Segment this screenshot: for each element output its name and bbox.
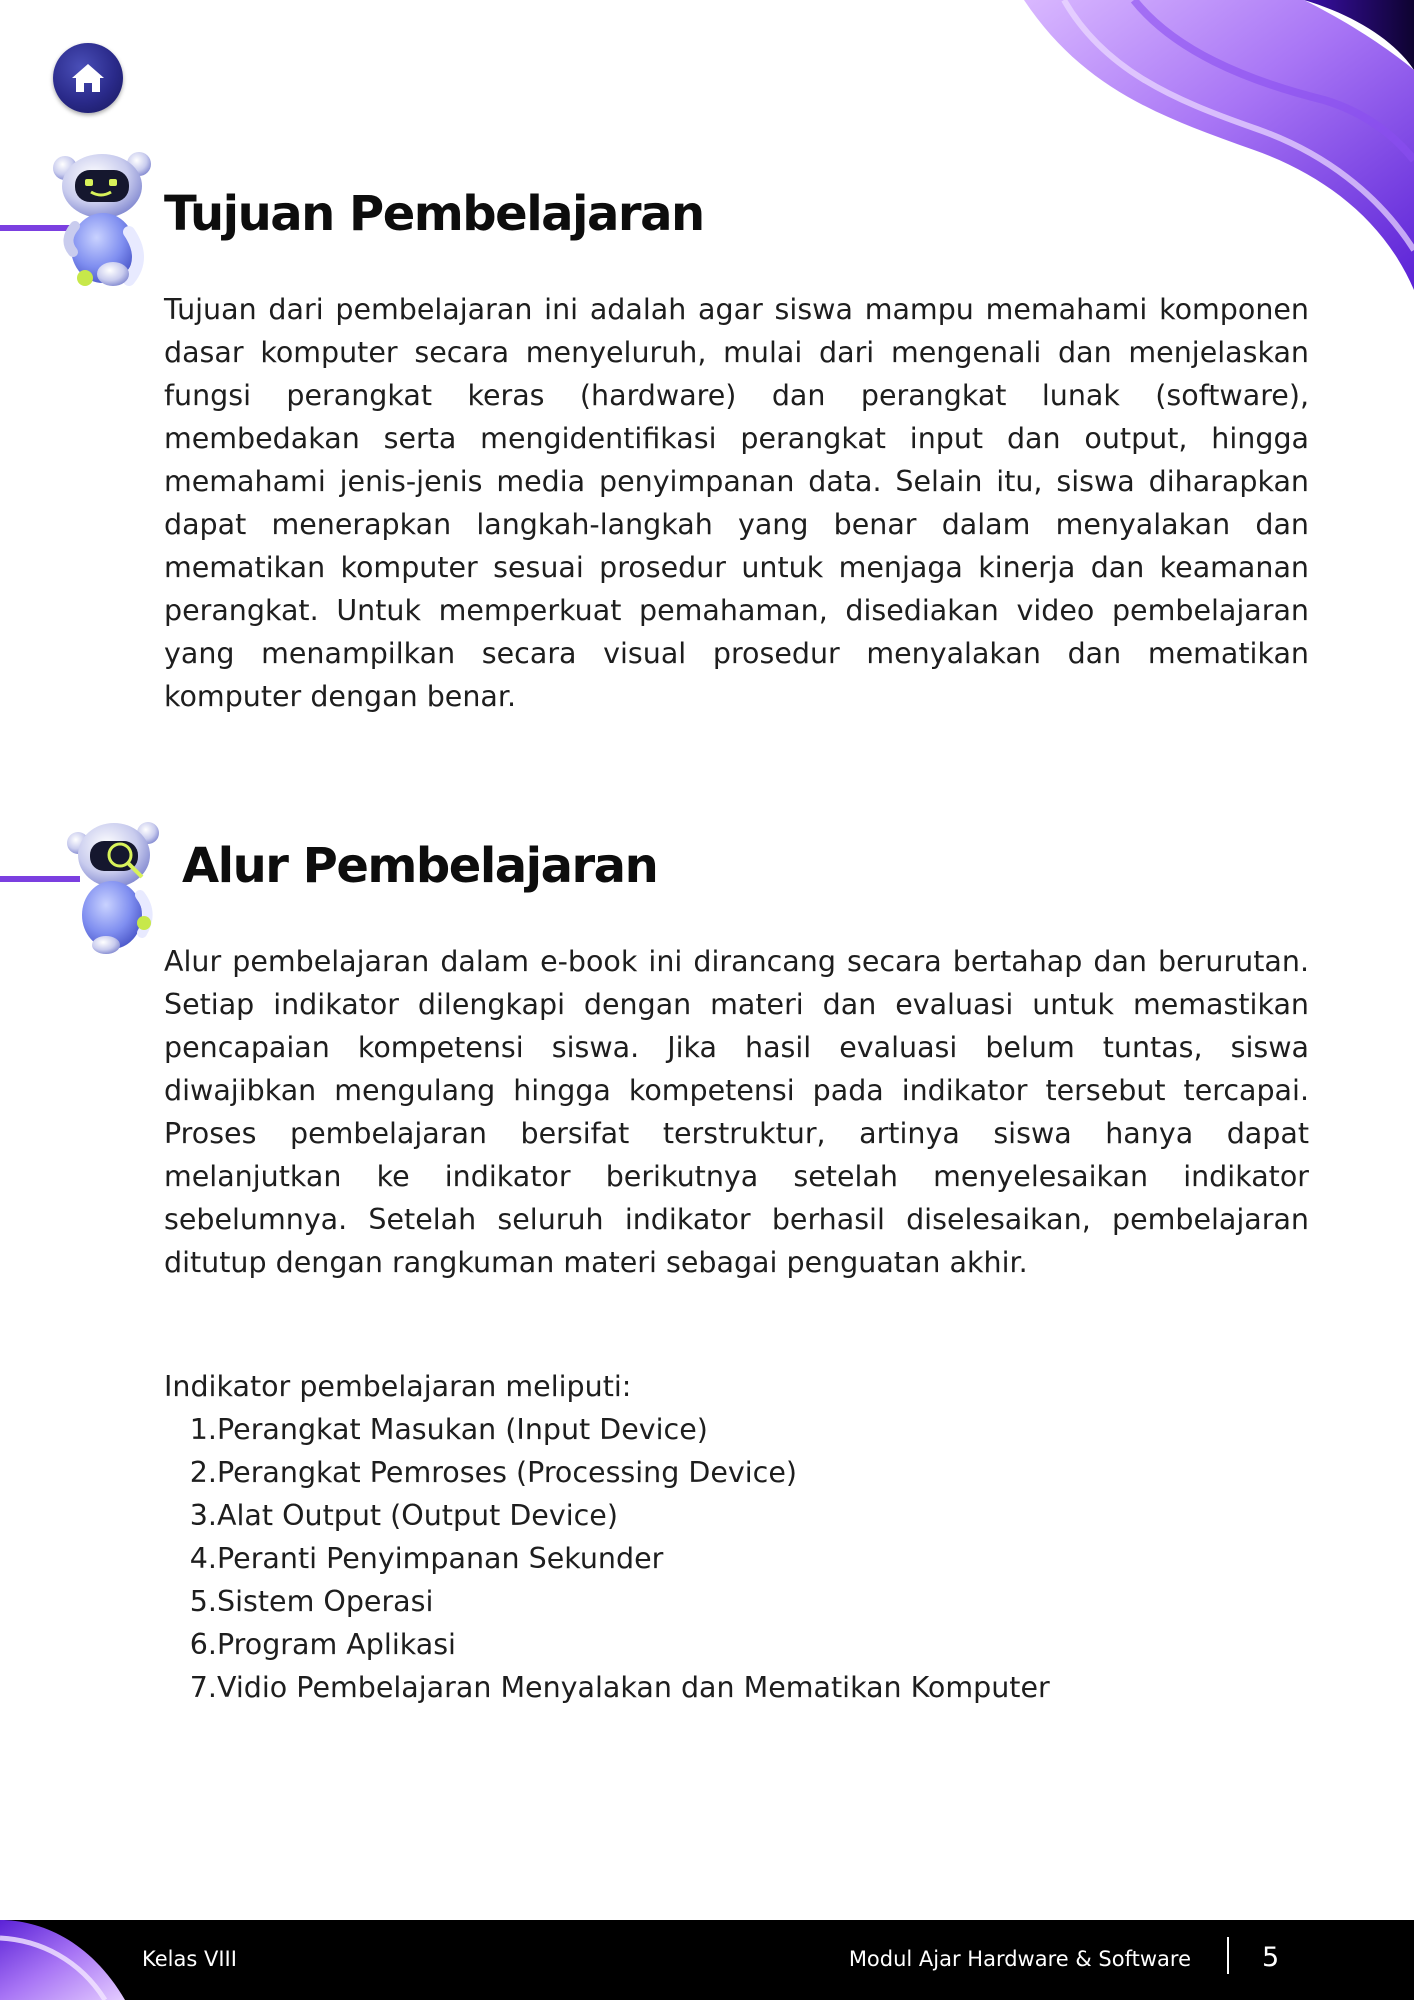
list-item: 5. Sistem Operasi xyxy=(189,1585,434,1618)
indicator-list xyxy=(164,1408,1309,1709)
section-body-tujuan: Tujuan dari pembelajaran ini adalah agar siswa mampu memahami komponen dasar komputer secara menyeluruh, mulai dari mengenali dan menjelaskan fungsi perangkat keras (hardware) dan perangkat lunak (software), membedakan serta mengidentifikasi perangkat input dan output, hingga memahami jenis-jenis media penyimpanan data. Selain itu, siswa diharapkan dapat menerapkan langkah-langkah yang benar dalam menyalakan dan mematikan komputer sesuai prosedur untuk menjaga kinerja dan keamanan perangkat. Untuk memperkuat pemahaman, disediakan video pembelajaran yang menampilkan secara visual prosedur menyalakan dan mematikan komputer dengan benar. xyxy=(164,293,1309,713)
page-footer xyxy=(0,1920,1414,2000)
robot-mascot-icon xyxy=(62,815,170,955)
decorative-wave-top xyxy=(1024,0,1414,300)
list-item: 6. Program Aplikasi xyxy=(189,1628,456,1661)
list-item: 7. Vidio Pembelajaran Menyalakan dan Mematikan Komputer xyxy=(189,1671,1050,1704)
indicator-intro: Indikator pembelajaran meliputi: xyxy=(164,1370,632,1403)
decorative-wave-bottom xyxy=(0,1920,125,2000)
home-button[interactable] xyxy=(53,43,123,113)
list-item: 1. Perangkat Masukan (Input Device) xyxy=(189,1413,708,1446)
list-item: 4. Peranti Penyimpanan Sekunder xyxy=(189,1542,664,1575)
footer-divider xyxy=(1227,1937,1229,1974)
section-title-alur: Alur Pembelajaran xyxy=(182,838,658,894)
page-number: 5 xyxy=(1262,1942,1280,1973)
indicator-list-block xyxy=(164,1365,1309,1709)
home-icon xyxy=(69,61,107,95)
footer-module-title: Modul Ajar Hardware & Software xyxy=(848,1947,1191,1971)
section-body-alur: Alur pembelajaran dalam e-book ini dirancang secara bertahap dan berurutan. Setiap indikator dilengkapi dengan materi dan evaluasi untuk memastikan pencapaian kompetensi siswa. Jika hasil evaluasi belum tuntas, siswa diwajibkan mengulang hingga kompetensi pada indikator tersebut tercapai. Proses pembelajaran bersifat terstruktur, artinya siswa hanya dapat melanjutkan ke indikator berikutnya setelah menyelesaikan indikator sebelumnya. Setelah seluruh indikator berhasil diselesaikan, pembelajaran ditutup dengan rangkuman materi sebagai penguatan akhir. xyxy=(164,945,1309,1279)
list-item: 2. Perangkat Pemroses (Processing Device) xyxy=(189,1456,797,1489)
robot-mascot-icon xyxy=(47,148,165,293)
section-title-tujuan: Tujuan Pembelajaran xyxy=(164,186,704,242)
list-item: 3. Alat Output (Output Device) xyxy=(189,1499,618,1532)
footer-class-label: Kelas VIII xyxy=(142,1947,237,1971)
